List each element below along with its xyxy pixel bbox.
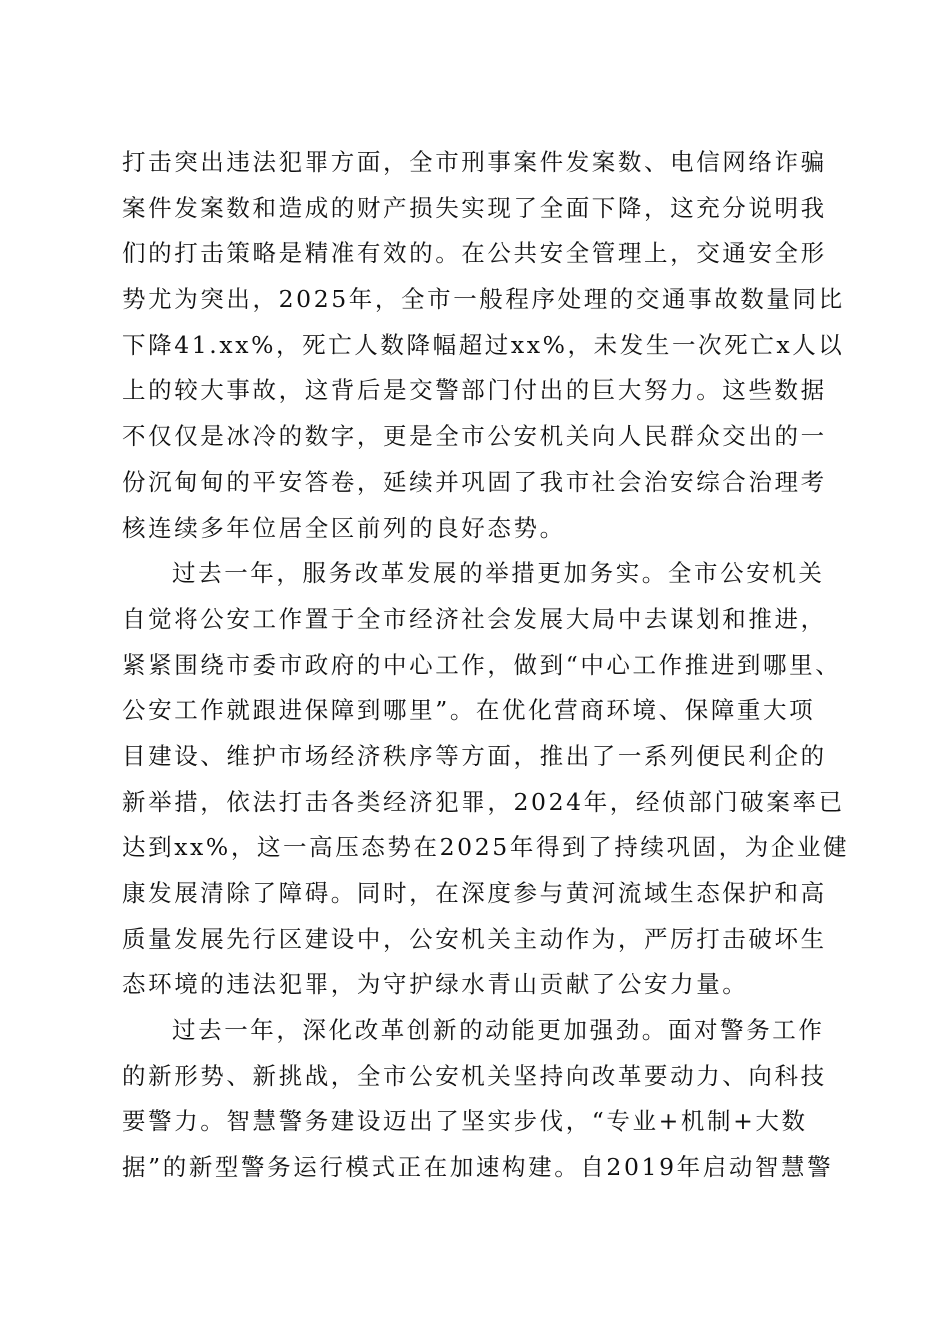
text-line: 达到xx%，这一高压态势在2025年得到了持续巩固，为企业健 (122, 833, 850, 862)
text-line: 份沉甸甸的平安答卷，延续并巩固了我市社会治安综合治理考 (122, 467, 827, 496)
paragraph-1 (122, 140, 845, 551)
text-line: 不仅仅是冰冷的数字，更是全市公安机关向人民群众交出的一 (122, 422, 827, 451)
text-line: 下降41.xx%，死亡人数降幅超过xx%，未发生一次死亡x人以 (122, 330, 845, 359)
document-body (122, 140, 850, 1191)
text-line: 康发展清除了障碍。同时，在深度参与黄河流域生态保护和高 (122, 879, 827, 907)
text-line: 要警力。智慧警务建设迈出了坚实步伐，“专业+机制+大数 (122, 1107, 808, 1136)
paragraph-2 (122, 551, 850, 1008)
text-line: 打击突出违法犯罪方面，全市刑事案件发案数、电信网络诈骗 (122, 148, 827, 176)
text-line: 势尤为突出，2025年，全市一般程序处理的交通事故数量同比 (122, 285, 845, 314)
text-line: 案件发案数和造成的财产损失实现了全面下降，这充分说明我 (122, 193, 827, 222)
text-line: 核连续多年位居全区前列的良好态势。 (122, 513, 566, 542)
text-line: 们的打击策略是精准有效的。在公共安全管理上，交通安全形 (122, 239, 827, 268)
text-line: 自觉将公安工作置于全市经济社会发展大局中去谋划和推进， (122, 604, 827, 633)
text-line: 紧紧围绕市委市政府的中心工作，做到“中心工作推进到哪里、 (122, 650, 842, 679)
text-line: 过去一年，服务改革发展的举措更加务实。全市公安机关 (172, 559, 825, 588)
paragraph-3 (122, 1008, 834, 1191)
text-line: 上的较大事故，这背后是交警部门付出的巨大努力。这些数据 (122, 376, 827, 405)
text-line: 质量发展先行区建设中，公安机关主动作为，严厉打击破坏生 (122, 924, 827, 953)
text-line: 的新形势、新挑战，全市公安机关坚持向改革要动力、向科技 (122, 1061, 827, 1090)
text-line: 公安工作就跟进保障到哪里”。在优化营商环境、保障重大项 (122, 696, 816, 725)
text-line: 目建设、维护市场经济秩序等方面，推出了一系列便民利企的 (122, 741, 827, 770)
text-line: 态环境的违法犯罪，为守护绿水青山贡献了公安力量。 (122, 970, 749, 999)
text-line: 据”的新型警务运行模式正在加速构建。自2019年启动智慧警 (122, 1153, 834, 1182)
text-line: 过去一年，深化改革创新的动能更加强劲。面对警务工作 (172, 1016, 825, 1045)
text-line: 新举措，依法打击各类经济犯罪，2024年，经侦部门破案率已 (122, 787, 845, 816)
